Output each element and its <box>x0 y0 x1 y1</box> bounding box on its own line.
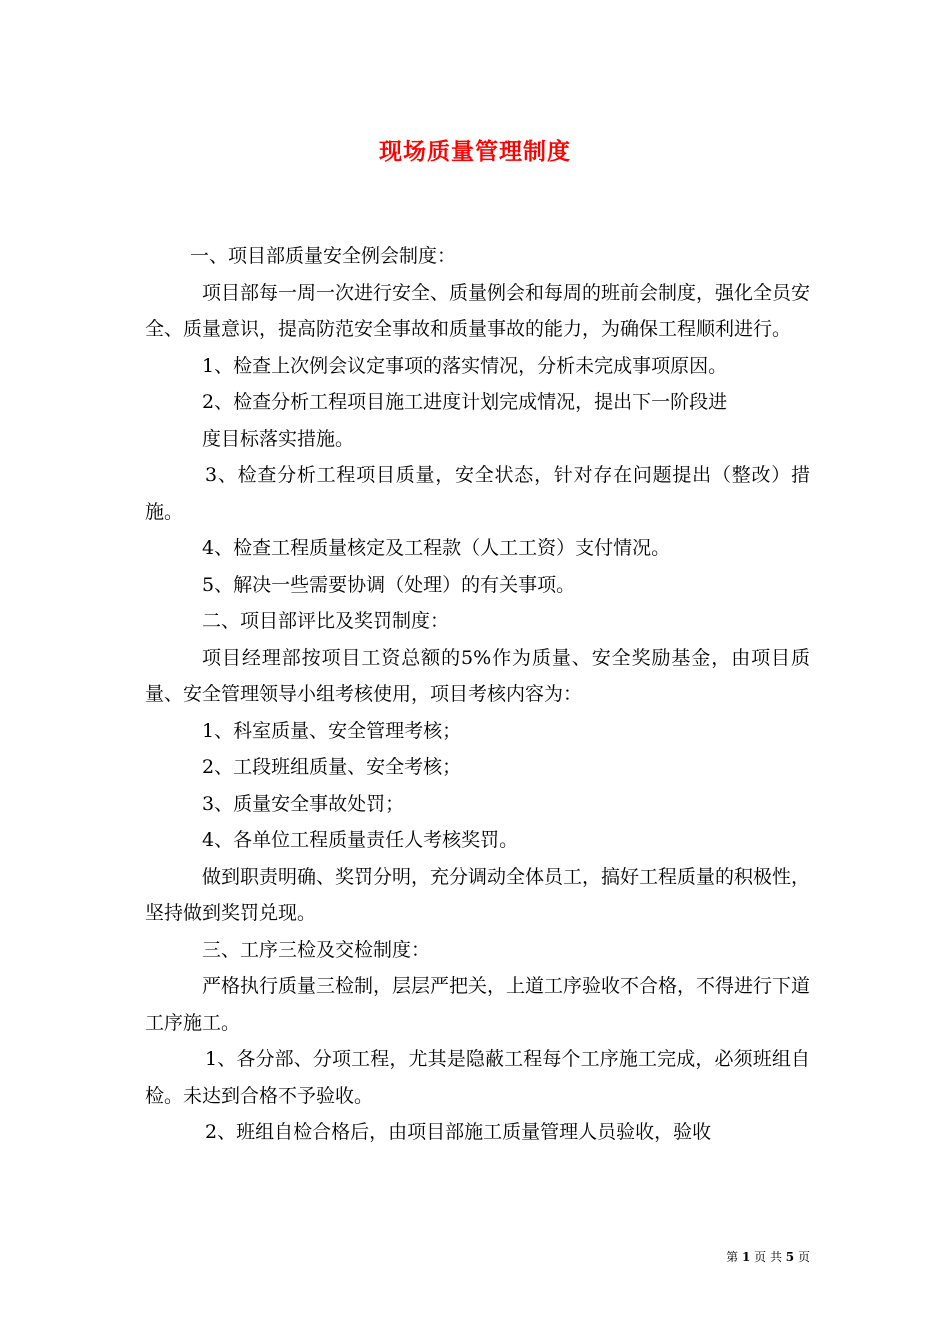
list-item: 1、各分部、分项工程，尤其是隐蔽工程每个工序施工完成，必须班组自检。未达到合格不予验收。 <box>145 1048 810 1107</box>
section-heading-3: 三、工序三检及交检制度： <box>202 938 431 961</box>
paragraph: 度目标落实措施。 <box>202 427 355 450</box>
footer-suffix: 页 <box>797 1250 810 1264</box>
section-heading-1: 一、项目部质量安全例会制度： <box>190 245 457 267</box>
list-item: 2、工段班组质量、安全考核； <box>202 756 462 778</box>
list-item: 2、检查分析工程项目施工进度计划完成情况，提出下一阶段进 <box>202 391 728 413</box>
list-item: 3、质量安全事故处罚； <box>202 792 405 815</box>
footer-middle: 页 共 <box>754 1250 782 1264</box>
list-item: 4、检查工程质量核定及工程款（人工工资）支付情况。 <box>202 537 671 559</box>
section-heading-2: 二、项目部评比及奖罚制度： <box>202 610 450 632</box>
list-item: 3、检查分析工程项目质量，安全状态，针对存在问题提出（整改）措施。 <box>145 464 810 523</box>
total-page-number: 5 <box>785 1250 795 1264</box>
document-title: 现场质量管理制度 <box>379 138 571 165</box>
page-footer <box>725 1248 810 1265</box>
list-item: 5、解决一些需要协调（处理）的有关事项。 <box>202 573 576 596</box>
list-item: 2、班组自检合格后，由项目部施工质量管理人员验收，验收 <box>205 1121 712 1143</box>
list-item: 1、科室质量、安全管理考核； <box>202 719 462 742</box>
paragraph: 项目部每一周一次进行安全、质量例会和每周的班前会制度，强化全员安全、质量意识，提高防范安全事故和质量事故的能力，为确保工程顺利进行。 <box>145 281 811 340</box>
paragraph: 做到职责明确、奖罚分明，充分调动全体员工，搞好工程质量的积极性，坚持做到奖罚兑现。 <box>145 865 811 924</box>
paragraph: 项目经理部按项目工资总额的5%作为质量、安全奖励基金，由项目质量、安全管理领导小组考核使用，项目考核内容为： <box>145 646 810 705</box>
document-body <box>145 238 810 1151</box>
paragraph: 严格执行质量三检制，层层严把关，上道工序验收不合格，不得进行下道工序施工。 <box>145 975 811 1034</box>
footer-prefix: 第 <box>726 1250 739 1264</box>
current-page-number: 1 <box>741 1250 751 1264</box>
list-item: 1、检查上次例会议定事项的落实情况，分析未完成事项原因。 <box>202 354 728 377</box>
list-item: 4、各单位工程质量责任人考核奖罚。 <box>202 829 519 851</box>
